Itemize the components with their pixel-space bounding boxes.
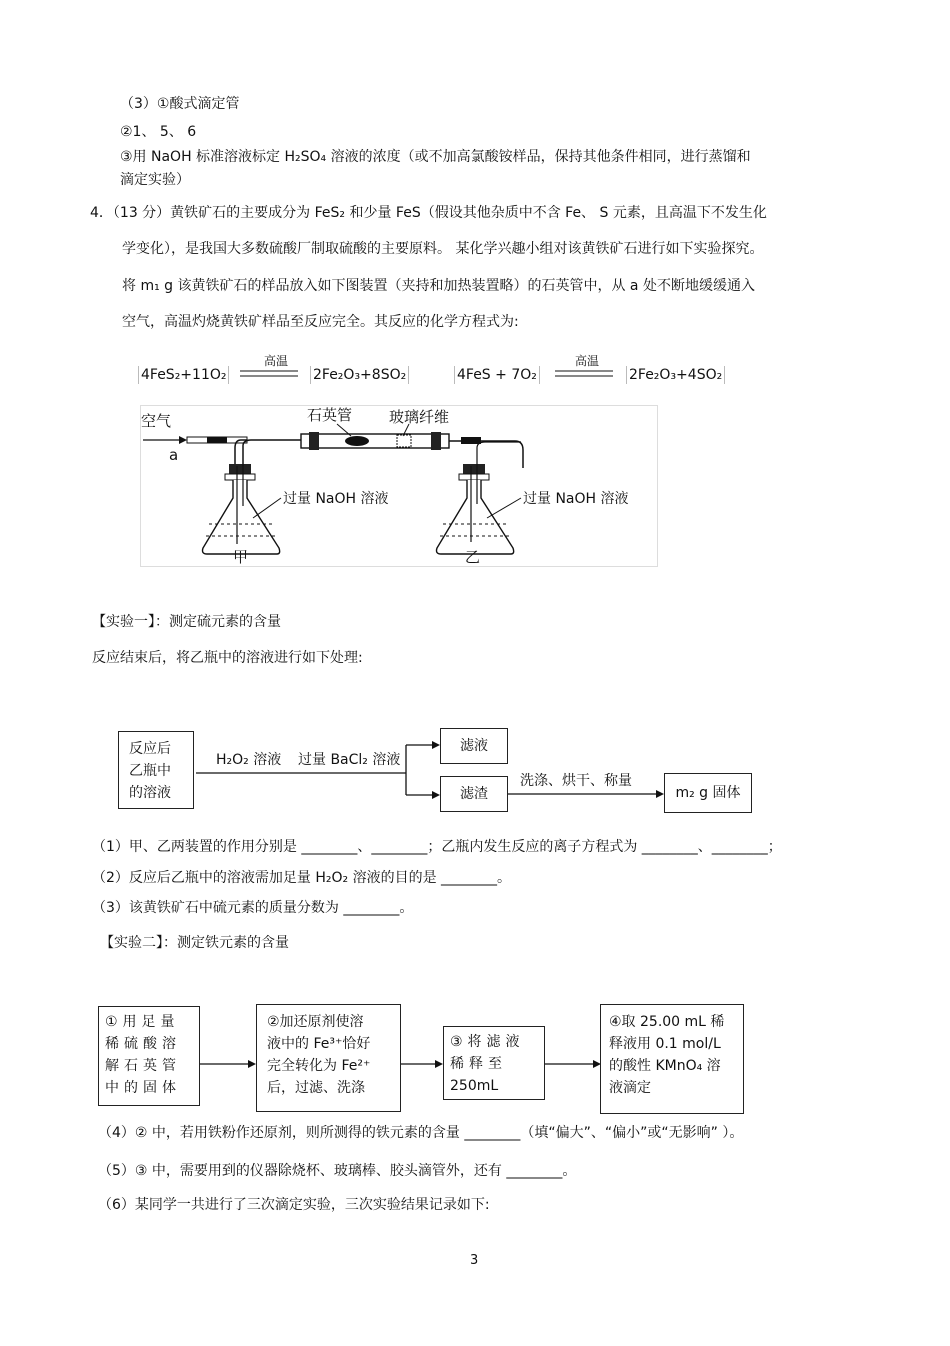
- label-inlet-a: a: [169, 446, 179, 464]
- question-para-4: 空气，高温灼烧黄铁矿样品至反应完全。其反应的化学方程式为:: [122, 314, 519, 330]
- flow1-start-line-2: 乙瓶中: [129, 763, 171, 779]
- flow2-step2-line-2: 液中的 Fe³⁺恰好: [267, 1036, 371, 1052]
- answer-line-3: ③用 NaOH 标准溶液标定 H₂SO₄ 溶液的浓度（或不加高氯酸铵样品，保持其他条件相同，进行蒸馏和: [120, 149, 751, 165]
- label-flask-jia: 甲: [233, 548, 249, 566]
- flow2-step1-line-1: ①用足量: [105, 1014, 180, 1030]
- equation-2-right: 2Fe₂O₃+4SO₂: [626, 366, 725, 384]
- flow2-step3-line-3: 250mL: [450, 1078, 499, 1094]
- flow1-arrows: [194, 735, 444, 805]
- flow1-arrow3-label: 洗涤、烘干、称量: [520, 773, 632, 789]
- flow2-step2-line-3: 完全转化为 Fe²⁺: [267, 1058, 371, 1074]
- flow2-step4-line-3: 的酸性 KMnO₄ 溶: [609, 1058, 721, 1074]
- flow2-arrow-2: [401, 1058, 446, 1070]
- flow2-step1-box: [98, 1006, 200, 1106]
- label-glass-fiber: 玻璃纤维: [389, 408, 450, 426]
- equation-2-equals-sign: [555, 370, 615, 378]
- equation-1-left: 4FeS₂+11O₂: [138, 366, 229, 384]
- label-air: 空气: [141, 412, 172, 430]
- exp1-question-1: （1）甲、乙两装置的作用分别是 ________、________；乙瓶内发生反应的离子方程式为 ________、________；: [92, 839, 782, 855]
- exp1-question-2: （2）反应后乙瓶中的溶液需加足量 H₂O₂ 溶液的目的是 ________。: [92, 870, 512, 886]
- exp2-question-5: （5）③ 中，需要用到的仪器除烧杯、玻璃棒、胶头滴管外，还有 ________。: [98, 1163, 577, 1179]
- flow1-residue-box: 滤渣: [440, 776, 508, 812]
- exp2-question-4: （4）② 中，若用铁粉作还原剂，则所测得的铁元素的含量 ________（填“偏大”、“偏小”或“无影响” ）。: [98, 1125, 744, 1141]
- label-reagent-left: 过量 NaOH 溶液: [283, 491, 389, 507]
- flow2-step4-line-4: 液滴定: [609, 1080, 651, 1096]
- flow2-step4-box: [600, 1004, 744, 1114]
- flow2-step3-box: [443, 1026, 545, 1100]
- equation-1-right: 2Fe₂O₃+8SO₂: [310, 366, 409, 384]
- flow1-arrow3: [508, 788, 668, 800]
- page-number: 3: [470, 1253, 479, 1268]
- flow1-start-box: [118, 731, 194, 809]
- exp1-question-3: （3）该黄铁矿石中硫元素的质量分数为 ________。: [92, 900, 414, 916]
- label-flask-yi: 乙: [465, 548, 481, 566]
- exp1-title: 【实验一】：测定硫元素的含量: [92, 614, 281, 630]
- flow1-arrow2-label: 过量 BaCl₂ 溶液: [298, 752, 401, 768]
- equation-1-condition: 高温: [263, 354, 288, 368]
- answer-line-2: ②1、 5、 6: [120, 124, 197, 140]
- flow1-arrow1-label: H₂O₂ 溶液: [216, 752, 282, 768]
- flow2-step1-line-4: 中的固体: [105, 1080, 181, 1096]
- equation-2-condition: 高温: [574, 354, 599, 368]
- flow1-start-line-1: 反应后: [129, 741, 171, 757]
- flow2-arrow-1: [200, 1058, 260, 1070]
- flow1-start-line-3: 的溶液: [129, 785, 171, 801]
- flow2-step4-line-2: 释液用 0.1 mol/L: [609, 1036, 721, 1052]
- question-para-3: 将 m₁ g 该黄铁矿石的样品放入如下图装置（夹持和加热装置略）的石英管中，从 a 处不断地缓缓通入: [122, 278, 755, 294]
- exp2-title: 【实验二】：测定铁元素的含量: [100, 935, 289, 951]
- flow2-step1-line-2: 稀硫酸溶: [105, 1036, 181, 1052]
- flow1-filtrate-box: 滤液: [440, 728, 508, 764]
- flow2-step3-line-2: 稀释至: [450, 1056, 507, 1072]
- equation-1-equals-sign: [240, 370, 300, 378]
- question-para-2: 学变化），是我国大多数硫酸厂制取硫酸的主要原料。 某化学兴趣小组对该黄铁矿石进行如下实验探究。: [122, 241, 764, 257]
- exp2-question-6: （6）某同学一共进行了三次滴定实验，三次实验结果记录如下:: [98, 1197, 490, 1213]
- flow2-arrow-3: [545, 1058, 605, 1070]
- answer-line-1: （3）①酸式滴定管: [120, 96, 240, 112]
- flow2-step2-line-1: ②加还原剂使溶: [267, 1014, 364, 1030]
- flow2-step2-line-4: 后，过滤、洗涤: [267, 1080, 365, 1096]
- equation-2-left: 4FeS + 7O₂: [454, 366, 540, 384]
- label-quartz-tube: 石英管: [307, 406, 353, 424]
- flow2-step3-line-1: ③将滤液: [450, 1034, 525, 1050]
- exp1-intro: 反应结束后，将乙瓶中的溶液进行如下处理:: [92, 650, 363, 666]
- question-para-1: 4．（13 分）黄铁矿石的主要成分为 FeS₂ 和少量 FeS（假设其他杂质中不含 Fe、 S 元素，且高温下不发生化: [90, 205, 767, 221]
- apparatus-diagram: [140, 405, 658, 567]
- flow2-step4-line-1: ④取 25.00 mL 稀: [609, 1014, 725, 1030]
- label-reagent-right: 过量 NaOH 溶液: [523, 491, 629, 507]
- flow2-step1-line-3: 解石英管: [105, 1058, 181, 1074]
- apparatus-drawing: [141, 406, 659, 568]
- answer-line-4: 滴定实验）: [120, 172, 190, 188]
- flow1-result-box: m₂ g 固体: [664, 773, 752, 813]
- flow2-step2-box: [256, 1004, 401, 1112]
